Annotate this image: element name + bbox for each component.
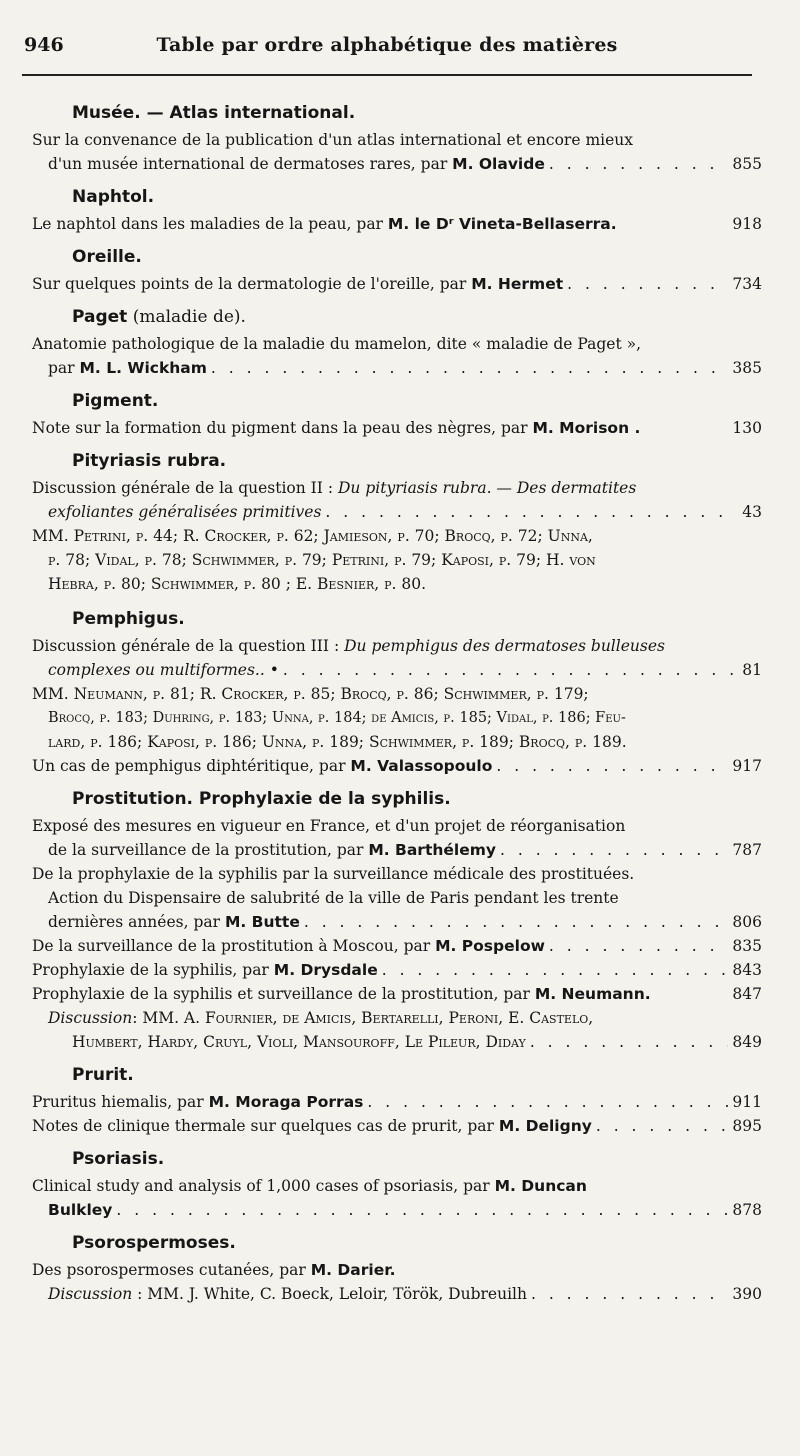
index-entry (32, 958, 762, 982)
section-heading: Pigment. (72, 391, 159, 411)
discussant-names: lard, p. 186; Kaposi, p. 186; Unna, p. 189; Schwimmer, p. 189; Brocq, p. 189. (48, 733, 627, 751)
section-prostitution (32, 786, 762, 1054)
entry-author: M. Duncan (494, 1177, 587, 1195)
entry-page: 130 (732, 419, 762, 437)
entry-text: Prophylaxie de la syphilis et surveillance de la prostitution, par (32, 985, 535, 1003)
discussant-names: Humbert, Hardy, Cruyl, Violi, Mansouroff, Le Pileur, Diday (72, 1033, 526, 1051)
discussion-label: Discussion (48, 1285, 133, 1303)
entry-text-plain: Discussion générale de la question III : (32, 637, 345, 655)
discussant-names: : MM. J. White, C. Boeck, Leloir, Török, Dubreuilh (132, 1285, 527, 1303)
section-pityriasis (32, 448, 762, 596)
index-entry (32, 754, 762, 778)
leader-dots (596, 1114, 729, 1138)
leader-dots (500, 838, 728, 862)
entry-page: 43 (742, 503, 762, 521)
entry-page: 835 (732, 937, 762, 955)
leader-dots (531, 1282, 728, 1306)
section-psorospermoses (32, 1230, 762, 1306)
index-content (32, 92, 762, 1306)
entry-text: par (48, 359, 80, 377)
section-pigment (32, 388, 762, 440)
entry-page: 734 (732, 275, 762, 293)
entry-text: de la surveillance de la prostitution, par (48, 841, 369, 859)
section-psoriasis (32, 1146, 762, 1222)
entry-page: 81 (742, 661, 762, 679)
entry-author: M. L. Wickham (79, 359, 207, 377)
section-heading: Psorospermoses. (72, 1233, 236, 1253)
index-entry (32, 910, 762, 934)
entry-text: dernières années, par (48, 913, 225, 931)
entry-author: M. Barthélemy (368, 841, 496, 859)
section-heading: Psoriasis. (72, 1149, 165, 1169)
entry-text-plain: Discussion générale de la question II : (32, 479, 338, 497)
entry-author: M. Morison . (532, 419, 641, 437)
running-title: Table par ordre alphabétique des matières (156, 34, 618, 56)
entry-page: 911 (732, 1093, 762, 1111)
heading-bold: Paget (72, 307, 128, 327)
entry-text-italic: Du pemphigus des dermatoses bulleuses (344, 637, 665, 655)
entry-author: M. Butte (224, 913, 300, 931)
entry-page: 385 (732, 359, 762, 377)
index-entry (32, 356, 762, 380)
entry-text: Action du Dispensaire de salubrité de la ville de Paris pendant les trente (48, 889, 619, 907)
leader-dots (549, 152, 729, 176)
entry-page: 918 (732, 215, 762, 233)
entry-text: Anatomie pathologique de la maladie du mamelon, dite « maladie de Paget », (32, 335, 642, 353)
leader-dots (304, 910, 729, 934)
leader-dots (211, 356, 728, 380)
running-header (24, 30, 750, 62)
page-number: 946 (24, 34, 64, 56)
discussant-names: MM. Petrini, p. 44; R. Crocker, p. 62; Jamieson, p. 70; Brocq, p. 72; Unna, (32, 527, 593, 545)
entry-text-italic: exfoliantes généralisées primitives (48, 503, 322, 521)
entry-page: 878 (732, 1201, 762, 1219)
discussion-line (32, 1006, 762, 1030)
index-entry (32, 272, 762, 296)
index-entry (32, 982, 762, 1006)
heading-plain: (maladie de). (127, 307, 246, 327)
discussant-names: Brocq, p. 183; Duhring, p. 183; Unna, p. 184; de Amicis, p. 185; Vidal, p. 186; Feu- (48, 710, 626, 726)
entry-author: Bulkley (48, 1201, 113, 1219)
index-entry (32, 934, 762, 958)
entry-text: Notes de clinique thermale sur quelques cas de prurit, par (32, 1117, 499, 1135)
entry-author: M. le Dʳ Vineta-Bellaserra. (387, 215, 617, 233)
entry-text: Exposé des mesures en vigueur en France, et d'un projet de réorganisation (32, 817, 626, 835)
entry-page: 895 (732, 1117, 762, 1135)
leader-dots (382, 958, 729, 982)
index-entry (32, 152, 762, 176)
leader-dots (530, 1030, 729, 1054)
entry-author: M. Hermet (471, 275, 564, 293)
entry-text (32, 1174, 762, 1198)
entry-text: Sur la convenance de la publication d'un atlas international et encore mieux (32, 131, 633, 149)
section-pemphigus (32, 606, 762, 778)
index-entry (32, 1030, 762, 1054)
entry-text: De la prophylaxie de la syphilis par la surveillance médicale des prostituées. (32, 865, 635, 883)
index-entry (32, 1198, 762, 1222)
section-heading: Oreille. (72, 247, 142, 267)
entry-text: Pruritus hiemalis, par (32, 1093, 209, 1111)
entry-text (32, 634, 762, 658)
entry-text (32, 476, 762, 500)
entry-text: De la surveillance de la prostitution à Moscou, par (32, 937, 436, 955)
entry-text: Le naphtol dans les maladies de la peau, par (32, 215, 388, 233)
leader-dots (116, 1198, 728, 1222)
index-entry (32, 658, 762, 682)
section-heading: Prurit. (72, 1065, 134, 1085)
entry-text: d'un musée international de dermatoses rares, par (48, 155, 453, 173)
discussant-names: : MM. A. Fournier, de Amicis, Bertarelli, Peroni, E. Castelo, (132, 1009, 594, 1027)
entry-author: M. Drysdale (273, 961, 378, 979)
header-rule (22, 74, 752, 76)
index-entry (32, 1282, 762, 1306)
index-entry (32, 838, 762, 862)
index-entry (32, 1114, 762, 1138)
entry-text: Clinical study and analysis of 1,000 cases of psoriasis, par (32, 1177, 495, 1195)
leader-dots (367, 1090, 728, 1114)
discussant-names: Hebra, p. 80; Schwimmer, p. 80 ; E. Besnier, p. 80. (48, 575, 427, 593)
discussant-names: MM. Neumann, p. 81; R. Crocker, p. 85; Brocq, p. 86; Schwimmer, p. 179; (32, 685, 589, 703)
section-paget (32, 304, 762, 380)
entry-author: M. Pospelow (435, 937, 545, 955)
discussant-names: p. 78; Vidal, p. 78; Schwimmer, p. 79; Petrini, p. 79; Kaposi, p. 79; H. von (48, 551, 596, 569)
entry-author: M. Olavide (452, 155, 545, 173)
entry-page: 847 (732, 985, 762, 1003)
entry-author: M. Darier. (310, 1261, 396, 1279)
leader-dots (283, 658, 734, 682)
entry-page: 390 (732, 1285, 762, 1303)
section-heading: Prostitution. Prophylaxie de la syphilis. (72, 789, 451, 809)
leader-dots (549, 934, 728, 958)
entry-page: 855 (732, 155, 762, 173)
leader-dots (496, 754, 728, 778)
discussion-label: Discussion (48, 1009, 133, 1027)
section-heading (32, 304, 762, 330)
entry-text: Un cas de pemphigus diphtéritique, par (32, 757, 351, 775)
section-musee (32, 100, 762, 176)
entry-text: Note sur la formation du pigment dans la peau des nègres, par (32, 419, 533, 437)
section-naphtol (32, 184, 762, 236)
index-entry (32, 416, 762, 440)
section-oreille (32, 244, 762, 296)
entry-text (32, 1258, 762, 1282)
entry-text: Sur quelques points de la dermatologie de l'oreille, par (32, 275, 472, 293)
leader-dots (325, 500, 734, 524)
entry-text-italic: Du pityriasis rubra. — Des dermatites (338, 479, 637, 497)
entry-page: 787 (732, 841, 762, 859)
index-entry (32, 500, 762, 524)
index-entry (32, 212, 762, 236)
entry-text: Des psorospermoses cutanées, par (32, 1261, 311, 1279)
entry-text-italic: complexes ou multiformes.. • (48, 661, 279, 679)
section-heading: Pityriasis rubra. (72, 451, 227, 471)
section-heading: Naphtol. (72, 187, 155, 207)
entry-author: M. Valassopoulo (350, 757, 493, 775)
entry-page: 806 (732, 913, 762, 931)
leader-dots (567, 272, 728, 296)
entry-author: M. Deligny (498, 1117, 592, 1135)
entry-page: 849 (732, 1033, 762, 1051)
entry-author: M. Moraga Porras (208, 1093, 364, 1111)
entry-author: M. Neumann. (534, 985, 651, 1003)
index-entry (32, 1090, 762, 1114)
section-heading: Musée. — Atlas international. (72, 103, 356, 123)
section-heading: Pemphigus. (72, 609, 185, 629)
entry-page: 917 (732, 757, 762, 775)
section-prurit (32, 1062, 762, 1138)
entry-text: Prophylaxie de la syphilis, par (32, 961, 274, 979)
entry-page: 843 (732, 961, 762, 979)
